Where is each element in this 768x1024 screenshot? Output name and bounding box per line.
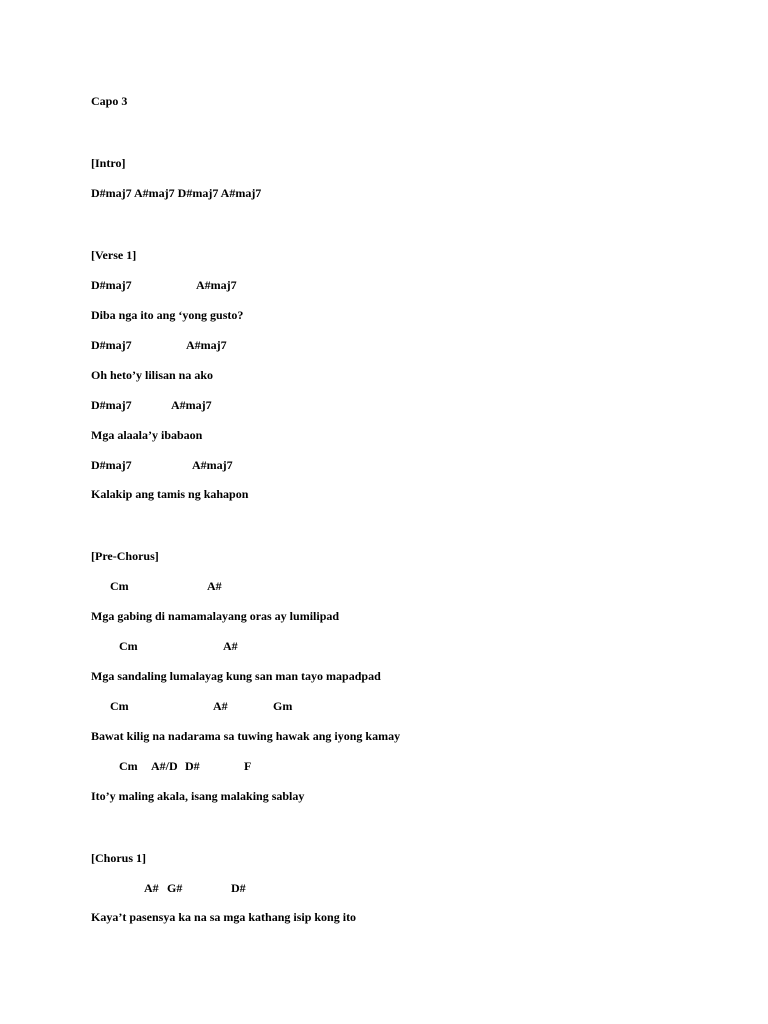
chord: D# [185,759,200,773]
chorus1-header: [Chorus 1] [91,851,147,865]
chord: A#maj7 [192,458,233,472]
lyric-line: Mga gabing di namamalayang oras ay lumilipad [91,609,340,623]
lyric-line: Mga sandaling lumalayag kung san man tayo mapadpad [91,669,381,683]
chord: Gm [273,699,293,713]
chord: D#maj7 [91,278,132,292]
chord: A# [213,699,228,713]
lyric-line: Bawat kilig na nadarama sa tuwing hawak ang iyong kamay [91,729,401,743]
chord: Cm [110,579,129,593]
chord: A#maj7 [186,338,227,352]
chord: D#maj7 [91,338,132,352]
chord: G# [167,881,183,895]
chord: A#maj7 [196,278,237,292]
lyric-line: Mga alaala’y ibabaon [91,428,203,442]
intro-chords: D#maj7 A#maj7 D#maj7 A#maj7 [91,186,262,200]
chord: A# [144,881,159,895]
chord: D#maj7 [91,458,132,472]
prechorus-header: [Pre-Chorus] [91,549,159,563]
chord: Cm [110,699,129,713]
lyric-line: Kalakip ang tamis ng kahapon [91,487,249,501]
chord: A# [207,579,222,593]
lyric-line: Kaya’t pasensya ka na sa mga kathang isip kong ito [91,910,357,924]
chord: Cm [119,759,138,773]
capo-line: Capo 3 [91,94,128,108]
chord: A#maj7 [171,398,212,412]
chord: Cm [119,639,138,653]
lyric-line: Oh heto’y lilisan na ako [91,368,214,382]
intro-header: [Intro] [91,156,126,170]
chord: A# [223,639,238,653]
lyric-line: Ito’y maling akala, isang malaking sablay [91,789,305,803]
chord: A#/D [151,759,178,773]
chord: F [244,759,252,773]
chord: D# [231,881,246,895]
lyric-line: Diba nga ito ang ‘yong gusto? [91,308,244,322]
verse1-header: [Verse 1] [91,248,137,262]
chord: D#maj7 [91,398,132,412]
